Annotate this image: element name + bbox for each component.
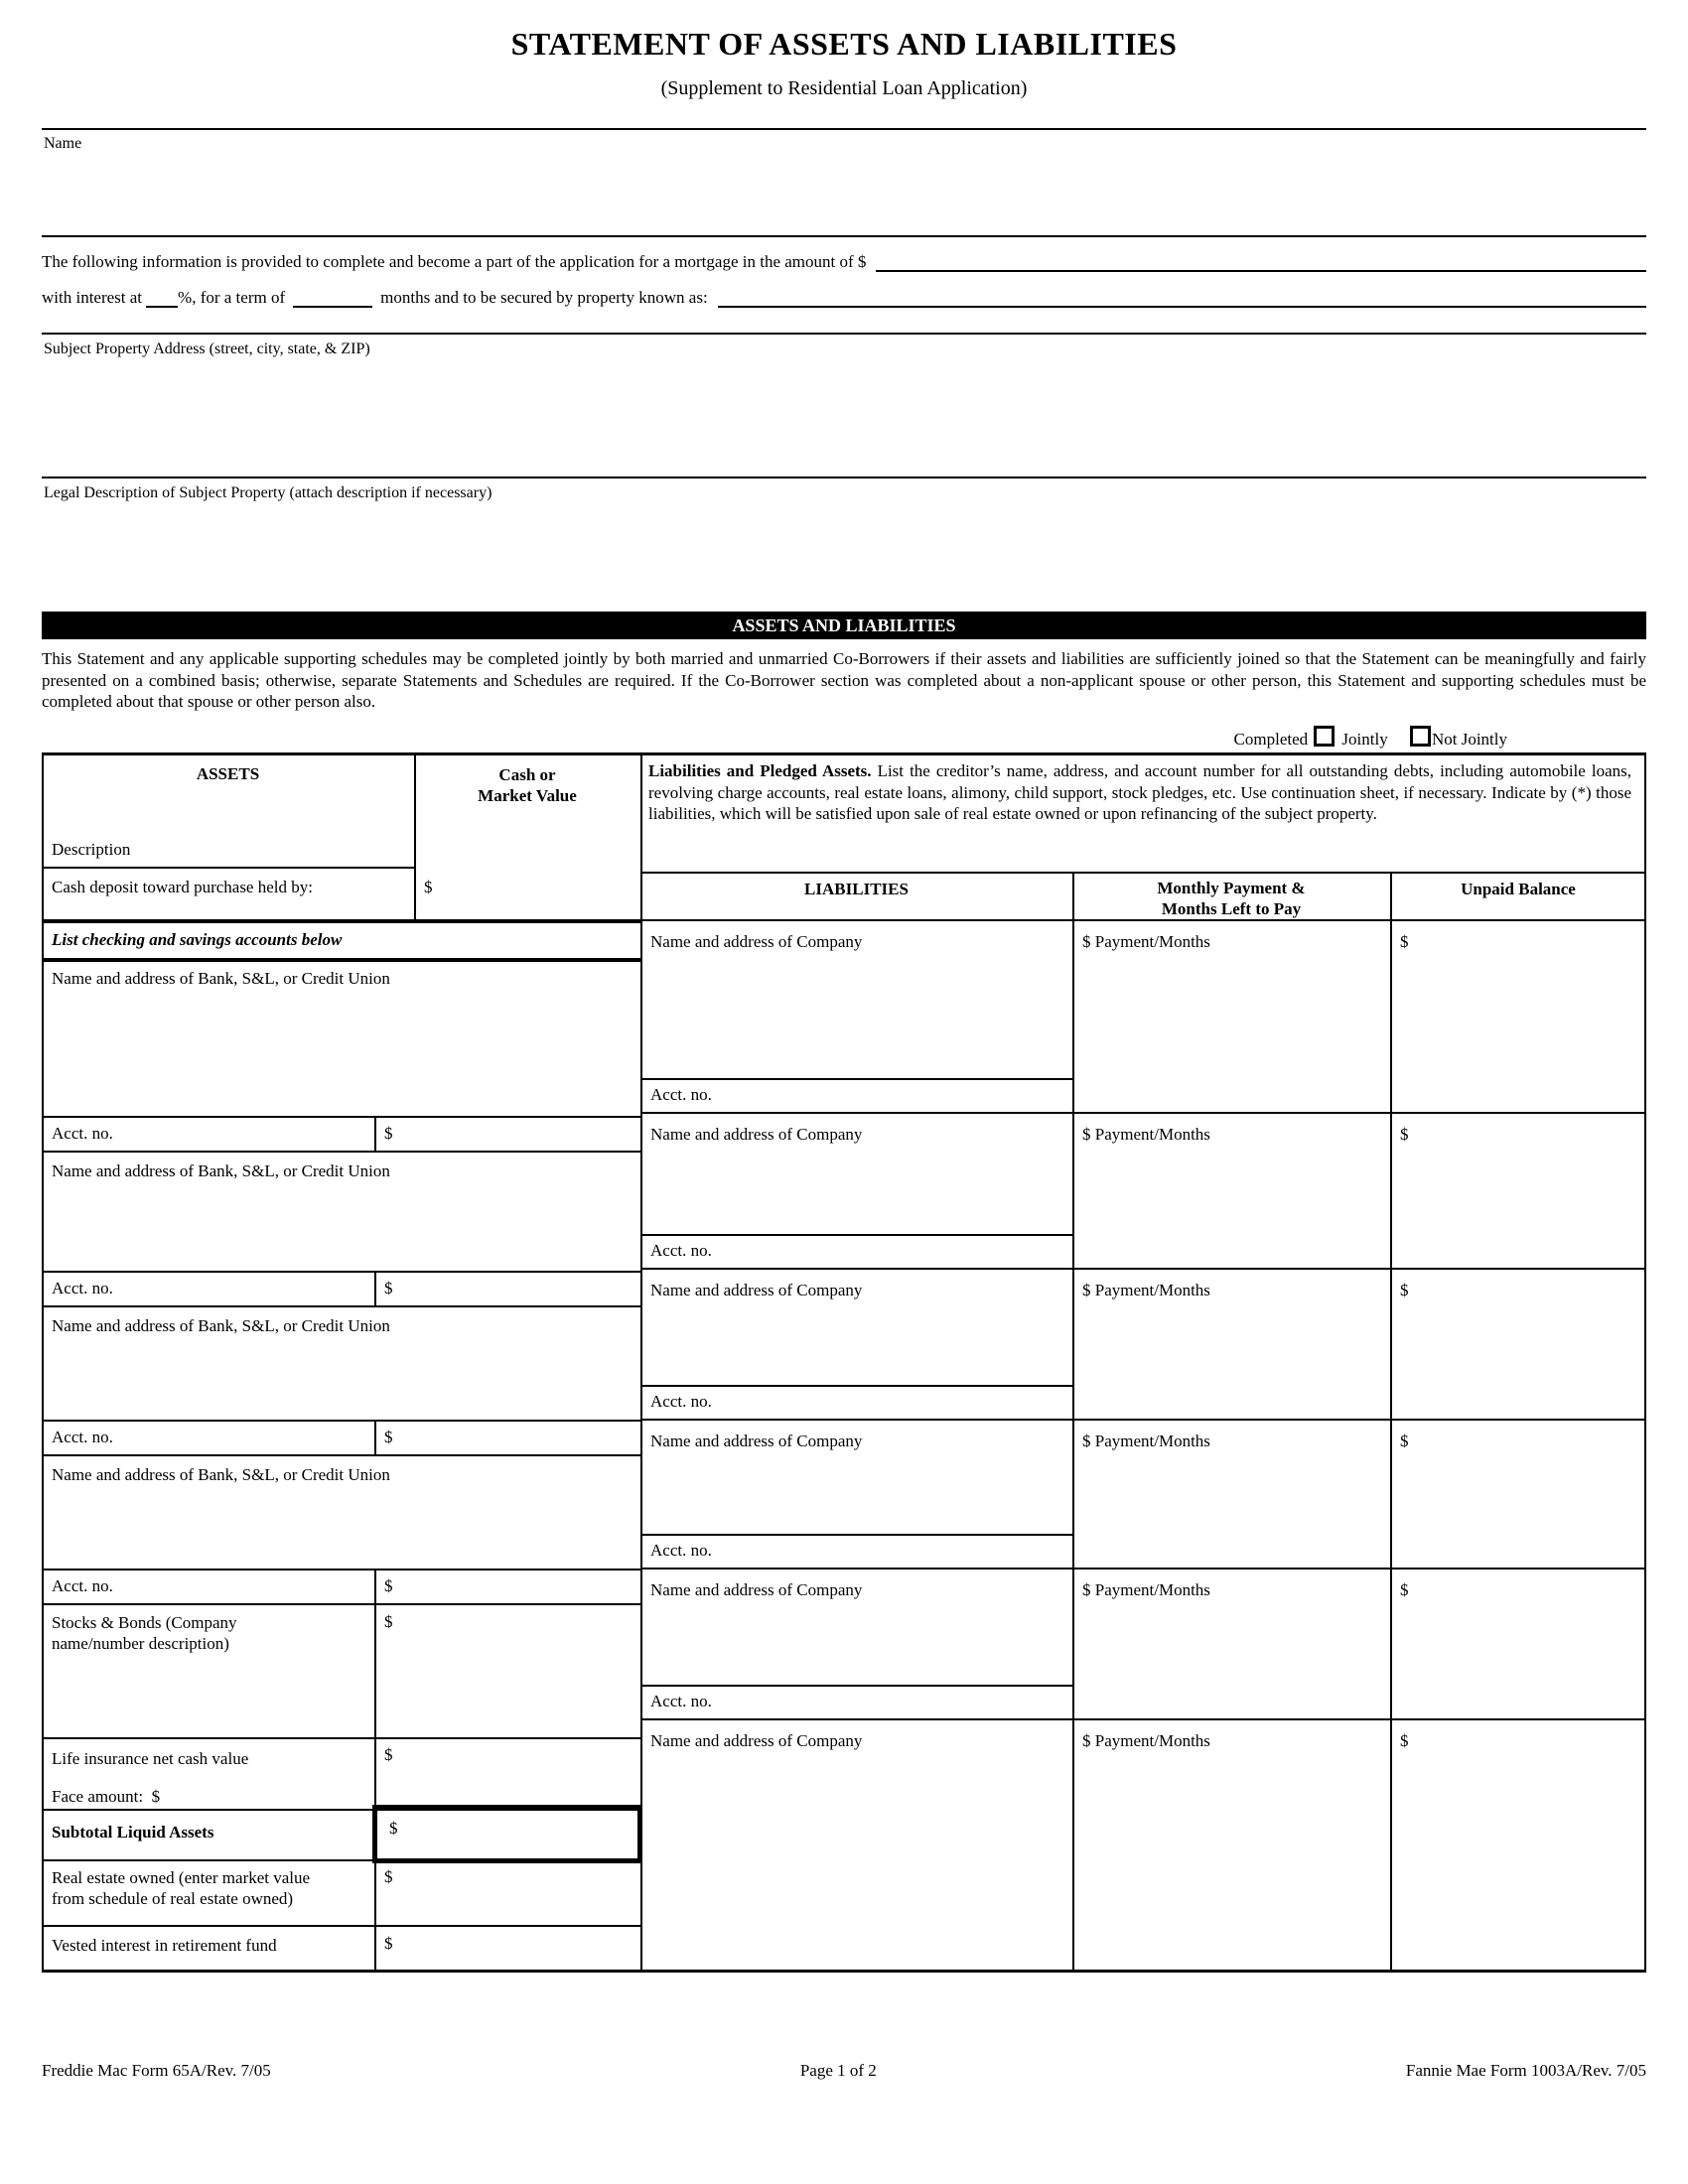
unpaid-balance-field[interactable]: $ (1400, 1125, 1409, 1144)
property-known-as-field[interactable] (718, 285, 1646, 308)
real-estate-owned-label-line1: Real estate owned (enter market value (52, 1868, 311, 1887)
acct-no-label: Acct. no. (650, 1085, 712, 1104)
market-value-header-line2: Market Value (478, 786, 577, 805)
divider (640, 1534, 1072, 1536)
divider (1644, 752, 1646, 1973)
term-text: %, for a term of (178, 288, 286, 307)
term-months-field[interactable] (293, 285, 372, 308)
acct-amount-field[interactable]: $ (384, 1279, 393, 1297)
completed-label: Completed (1233, 730, 1309, 749)
divider (42, 919, 640, 923)
legal-description-label: Legal Description of Subject Property (attach description if necessary) (44, 484, 492, 501)
acct-no-label: Acct. no. (52, 1124, 113, 1143)
life-insurance-label: Life insurance net cash value (52, 1749, 249, 1768)
interest-rate-text: with interest at (42, 288, 143, 307)
completed-row (42, 726, 1507, 750)
liabilities-intro-paragraph (648, 760, 1631, 825)
subtotal-amount-box (372, 1805, 642, 1863)
acct-no-label: Acct. no. (650, 1692, 712, 1710)
divider (42, 1859, 640, 1861)
legal-description-field[interactable] (42, 508, 1646, 608)
vested-interest-amount-field[interactable]: $ (384, 1934, 393, 1953)
liabilities-column-header: LIABILITIES (804, 880, 909, 898)
divider (374, 1271, 376, 1307)
subtotal-liquid-assets-label: Subtotal Liquid Assets (52, 1823, 214, 1842)
monthly-payment-header-line2: Months Left to Pay (1161, 899, 1302, 918)
acct-no-label: Acct. no. (650, 1392, 712, 1411)
intro-line1-text: The following information is provided to complete and become a part of the application for a mortgage in the amount of $ (42, 252, 867, 271)
divider (374, 1569, 376, 1970)
acct-amount-field[interactable]: $ (384, 1124, 393, 1143)
cash-deposit-label: Cash deposit toward purchase held by: (52, 878, 313, 896)
payment-months-field[interactable]: $ Payment/Months (1082, 1281, 1210, 1299)
divider (42, 867, 414, 869)
footer-freddie-mac: Freddie Mac Form 65A/Rev. 7/05 (42, 2061, 271, 2080)
life-insurance-amount-field[interactable]: $ (384, 1745, 393, 1764)
liabilities-intro-rest: List the creditor’s name, address, and account number for all outstanding debts, including automobile loans, revolving charge accounts, real estate loans, alimony, child support, stock pledges, etc. Use continuation sheet, if necessary. Indicate by (*) those liabilities, which will be satisfied upon sale of real estate owned or upon refinancing of the subject property. (648, 761, 1631, 823)
description-label: Description (52, 840, 131, 859)
real-estate-amount-field[interactable]: $ (384, 1867, 393, 1886)
assets-column-header: ASSETS (196, 764, 260, 783)
market-value-column-header (414, 764, 640, 806)
divider (42, 1420, 640, 1422)
divider (42, 752, 1646, 755)
acct-no-label: Acct. no. (650, 1541, 712, 1560)
acct-no-label: Acct. no. (52, 1576, 113, 1595)
face-amount-field[interactable]: $ (151, 1787, 161, 1806)
liabilities-intro-bold: Liabilities and Pledged Assets. (648, 761, 872, 780)
acct-amount-field[interactable]: $ (384, 1576, 393, 1595)
mortgage-amount-field[interactable] (876, 249, 1646, 272)
vested-interest-label: Vested interest in retirement fund (52, 1936, 277, 1955)
subject-property-field[interactable] (42, 365, 1646, 473)
face-amount-label (52, 1787, 160, 1807)
footer-fannie-mae: Fannie Mae Form 1003A/Rev. 7/05 (1405, 2061, 1646, 2080)
divider (42, 1737, 640, 1739)
stocks-bonds-label-line1: Stocks & Bonds (Company (52, 1613, 237, 1632)
bank-label: Name and address of Bank, S&L, or Credit Union (52, 969, 390, 988)
divider (640, 872, 1646, 874)
interest-rate-field[interactable] (146, 285, 178, 308)
divider (42, 333, 1646, 335)
jointly-label: Jointly (1341, 730, 1388, 749)
company-label: Name and address of Company (650, 1125, 863, 1144)
payment-months-field[interactable]: $ Payment/Months (1082, 1125, 1210, 1144)
divider (42, 235, 1646, 237)
unpaid-balance-field[interactable]: $ (1400, 1731, 1409, 1750)
acct-amount-field[interactable]: $ (384, 1428, 393, 1446)
real-estate-owned-label-line2: from schedule of real estate owned) (52, 1889, 294, 1908)
subject-property-label: Subject Property Address (street, city, state, & ZIP) (44, 341, 370, 357)
divider (42, 1925, 640, 1927)
form-title: STATEMENT OF ASSETS AND LIABILITIES (510, 26, 1178, 62)
name-label: Name (44, 135, 82, 152)
bank-label: Name and address of Bank, S&L, or Credit Union (52, 1465, 390, 1484)
market-value-header-line1: Cash or (498, 765, 556, 784)
payment-months-field[interactable]: $ Payment/Months (1082, 932, 1210, 951)
stocks-amount-field[interactable]: $ (384, 1612, 393, 1631)
company-label: Name and address of Company (650, 1580, 863, 1599)
monthly-payment-column-header (1072, 878, 1390, 919)
divider (640, 1385, 1072, 1387)
footer-page-number: Page 1 of 2 (799, 2061, 877, 2080)
page-footer (42, 2061, 1646, 2081)
secured-by-text: months and to be secured by property known as: (380, 288, 708, 307)
monthly-payment-header-line1: Monthly Payment & (1157, 879, 1306, 897)
jointly-checkbox[interactable] (1314, 726, 1335, 747)
divider (42, 1116, 640, 1118)
acct-no-label: Acct. no. (52, 1428, 113, 1446)
bank-label: Name and address of Bank, S&L, or Credit Union (52, 1161, 390, 1180)
divider (42, 128, 1646, 130)
company-label: Name and address of Company (650, 1281, 863, 1299)
stocks-bonds-label-line2: name/number description) (52, 1634, 229, 1653)
unpaid-balance-field[interactable]: $ (1400, 1432, 1409, 1450)
subtotal-amount-field[interactable]: $ (389, 1819, 398, 1838)
divider (42, 1271, 640, 1273)
unpaid-balance-field[interactable]: $ (1400, 932, 1409, 951)
divider (640, 1234, 1072, 1236)
divider (42, 1970, 1646, 1973)
company-address-field[interactable] (642, 1720, 1072, 1968)
divider (374, 1420, 376, 1456)
list-accounts-note: List checking and savings accounts below (52, 930, 343, 949)
cash-deposit-amount-field[interactable]: $ (424, 878, 433, 896)
payment-months-field[interactable]: $ Payment/Months (1082, 1580, 1210, 1599)
divider (42, 1569, 640, 1570)
divider (640, 1078, 1072, 1080)
name-field[interactable] (42, 157, 1646, 228)
acct-no-label: Acct. no. (650, 1241, 712, 1260)
assets-liabilities-table (42, 752, 1646, 1973)
company-label: Name and address of Company (650, 932, 863, 951)
section-intro-paragraph: This Statement and any applicable supporting schedules may be completed jointly by both married and unmarried Co-Borrowers if their assets and liabilities are sufficiently joined so that the Statement can be meaningfully and fairly presented on a combined basis; otherwise, separate Statements and Schedules are required. If the Co-Borrower section was completed about a non-applicant spouse or other person, this Statement and supporting schedules must be completed about that spouse or other person also. (42, 649, 1646, 711)
unpaid-balance-field[interactable]: $ (1400, 1580, 1409, 1599)
form-subtitle: (Supplement to Residential Loan Application) (660, 77, 1028, 99)
divider (42, 1603, 640, 1605)
unpaid-balance-column-header: Unpaid Balance (1461, 880, 1576, 898)
divider (1390, 872, 1392, 1973)
not-jointly-checkbox[interactable] (1410, 726, 1431, 747)
payment-months-field[interactable]: $ Payment/Months (1082, 1432, 1210, 1450)
divider (414, 752, 416, 921)
divider (42, 477, 1646, 478)
company-label: Name and address of Company (650, 1432, 863, 1450)
acct-no-label: Acct. no. (52, 1279, 113, 1297)
company-label: Name and address of Company (650, 1731, 863, 1750)
real-estate-owned-label (52, 1867, 310, 1909)
divider (640, 1685, 1072, 1687)
bank-label: Name and address of Bank, S&L, or Credit Union (52, 1316, 390, 1335)
payment-months-field[interactable]: $ Payment/Months (1082, 1731, 1210, 1750)
section-bar (42, 612, 1646, 639)
stocks-bonds-label (52, 1612, 237, 1654)
not-jointly-label: Not Jointly (1431, 730, 1507, 749)
face-amount-text: Face amount: (52, 1787, 144, 1806)
divider (374, 1116, 376, 1153)
section-bar-title: ASSETS AND LIABILITIES (732, 615, 956, 635)
divider (1072, 872, 1074, 1973)
unpaid-balance-field[interactable]: $ (1400, 1281, 1409, 1299)
